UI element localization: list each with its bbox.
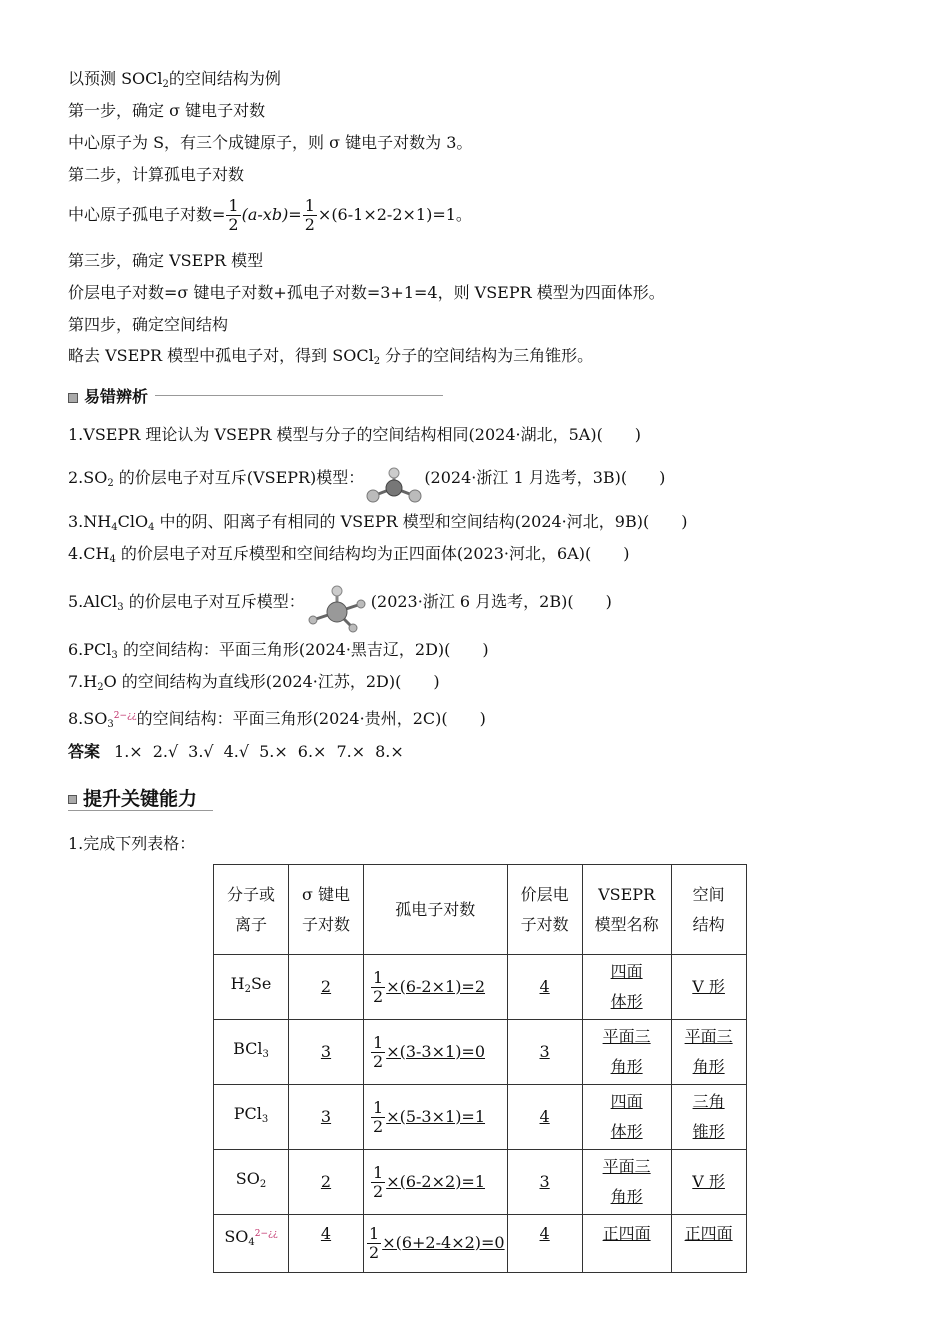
item-2	[68, 458, 665, 504]
section-heading-errors	[68, 384, 148, 407]
fraction-num: 1	[228, 196, 239, 215]
sigma-cell: 2	[289, 955, 364, 1020]
table-row	[214, 1085, 747, 1150]
item-5-c: (2023·浙江 6 月选考，2B)( )	[370, 592, 612, 611]
item-3-sub2: 4	[148, 522, 155, 533]
section-heading-skills	[68, 784, 197, 811]
lone-pair-cell: $\frac{1}{2}$ ×(6-2×1)=2	[364, 955, 508, 1020]
section-divider-2	[68, 810, 213, 811]
geometry-cell: 三角 锥形	[671, 1085, 746, 1150]
lone-pair-cell: $\frac{1}{2}$ ×(6-2×2)=1	[364, 1150, 508, 1215]
species-cell: $SO_4^{2-¿¿}$	[214, 1215, 289, 1273]
valence-pair-cell: 4	[507, 1215, 582, 1273]
vsepr-model-cell: 平面三 角形	[582, 1020, 671, 1085]
step1-heading: 第一步，确定 σ 键电子对数	[68, 101, 266, 120]
step3-heading: 第三步，确定 VSEPR 模型	[68, 251, 264, 270]
header-vsepr-model: VSEPR 模型名称	[582, 865, 671, 955]
table-row	[214, 1150, 747, 1215]
item-3-sub1: 4	[111, 522, 118, 533]
vsepr-model-cell: 正四面	[582, 1215, 671, 1273]
table-row	[214, 1020, 747, 1085]
so2-vsepr-model-image	[364, 466, 424, 504]
header-lone-pairs: 孤电子对数	[364, 865, 508, 955]
header-sigma: σ 键电 子对数	[289, 865, 364, 955]
species-cell: $H_2Se$	[214, 955, 289, 1020]
answer-8: 8.×	[375, 742, 404, 761]
sigma-cell: 4	[289, 1215, 364, 1273]
step3-text: 价层电子对数=σ 键电子对数+孤电子对数=3+1=4，则 VSEPR 模型为四面体形。	[68, 283, 665, 302]
item-2-sub: 2	[107, 478, 114, 489]
step2-heading: 第二步，计算孤电子对数	[68, 165, 245, 184]
valence-pair-cell: 4	[507, 1085, 582, 1150]
geometry-cell: 正四面	[671, 1215, 746, 1273]
valence-pair-cell: 3	[507, 1150, 582, 1215]
answer-2: 2.√	[152, 742, 179, 761]
fraction-num-2: 1	[304, 196, 315, 215]
fraction-half-2	[303, 197, 317, 234]
item-3-b: ClO	[117, 512, 149, 531]
item-6-a: 6.PCl	[68, 640, 112, 659]
section-square-icon-2	[68, 795, 77, 804]
section-divider	[155, 395, 443, 396]
vsepr-model-cell: 四面 体形	[582, 1085, 671, 1150]
section-square-icon	[68, 393, 78, 403]
item-2-a: 2.SO	[68, 468, 108, 487]
item-6-b: 的空间结构：平面三角形(2024·黑吉辽，2D)( )	[117, 640, 489, 659]
vsepr-model-cell: 四面 体形	[582, 955, 671, 1020]
step4-post: 分子的空间结构为三角锥形。	[380, 346, 594, 365]
item-8-a: 8.SO	[68, 709, 108, 728]
step4-pre: 略去 VSEPR 模型中孤电子对，得到 SOCl	[68, 346, 374, 365]
fraction-half	[226, 197, 240, 234]
item-8-sup: 2−¿¿	[113, 711, 137, 721]
step2-mid: (a-xb)=	[241, 205, 302, 224]
species-cell: PCl$_3$	[214, 1085, 289, 1150]
item-8-sub: 3	[107, 719, 114, 730]
step1-text: 中心原子为 S，有三个成键原子，则 σ 键电子对数为 3。	[68, 133, 473, 152]
item-8	[68, 705, 486, 736]
valence-pair-cell: 4	[507, 955, 582, 1020]
species-cell: $SO_2$	[214, 1150, 289, 1215]
item-4	[68, 543, 629, 571]
item-7	[68, 671, 440, 699]
example-title-pre: 以预测 SOCl	[68, 69, 163, 88]
item-5	[68, 574, 612, 636]
step2-pre: 中心原子孤电子对数=	[68, 205, 226, 224]
answer-5: 5.×	[259, 742, 288, 761]
sigma-cell: 3	[289, 1020, 364, 1085]
step2-formula	[68, 195, 472, 235]
vsepr-model-cell: 平面三 角形	[582, 1150, 671, 1215]
item-3	[68, 511, 687, 539]
item-4-b: 的价层电子对互斥模型和空间结构均为正四面体(2023·河北，6A)( )	[115, 544, 630, 563]
item-6-sub: 3	[111, 650, 118, 661]
section-title-skills: 提升关键能力	[83, 788, 198, 810]
valence-pair-cell: 3	[507, 1020, 582, 1085]
example-title-post: 的空间结构为例	[168, 69, 281, 88]
item-2-c: (2024·浙江 1 月选考，3B)( )	[424, 468, 666, 487]
item-7-a: 7.H	[68, 672, 98, 691]
item-6	[68, 639, 489, 667]
lone-pair-cell: $\frac{1}{2}$ ×(6+2-4×2)=0	[364, 1215, 508, 1273]
lone-pair-cell: $\frac{1}{2}$ ×(3-3×1)=0	[364, 1020, 508, 1085]
answer-3: 3.√	[188, 742, 214, 761]
header-species: 分子或 离子	[214, 865, 289, 955]
sigma-cell: 3	[289, 1085, 364, 1150]
item-4-a: 4.CH	[68, 544, 110, 563]
geometry-cell: V 形	[671, 1150, 746, 1215]
example-title	[68, 68, 281, 96]
species-cell: BCl$_3$	[214, 1020, 289, 1085]
item-3-c: 中的阴、阳离子有相同的 VSEPR 模型和空间结构(2024·河北，9B)( )	[154, 512, 688, 531]
header-valence-pairs: 价层电 子对数	[507, 865, 582, 955]
fraction-den: 2	[228, 215, 239, 234]
step2-post: ×(6-1×2-2×1)=1。	[317, 205, 472, 224]
step4-heading: 第四步，确定空间结构	[68, 315, 229, 334]
table-row	[214, 955, 747, 1020]
answer-1: 1.×	[114, 742, 143, 761]
vsepr-table	[213, 864, 747, 1273]
geometry-cell: V 形	[671, 955, 746, 1020]
sigma-cell: 2	[289, 1150, 364, 1215]
task-text: 1.完成下列表格：	[68, 834, 196, 853]
step4-sub: 2	[373, 356, 381, 367]
geometry-cell: 平面三 角形	[671, 1020, 746, 1085]
answer-7: 7.×	[336, 742, 366, 761]
table-header-row	[214, 865, 747, 955]
item-7-b: O 的空间结构为直线形(2024·江苏，2D)( )	[103, 672, 440, 691]
answer-6: 6.×	[297, 742, 327, 761]
lone-pair-cell: $\frac{1}{2}$ ×(5-3×1)=1	[364, 1085, 508, 1150]
item-5-a: 5.AlCl	[68, 592, 118, 611]
answer-4: 4.√	[223, 742, 250, 761]
step4-text	[68, 345, 593, 373]
item-5-sub: 3	[117, 602, 124, 613]
item-8-b: 的空间结构：平面三角形(2024·贵州，2C)( )	[136, 709, 486, 728]
answers-label: 答案	[68, 742, 101, 761]
section-title-errors: 易错辨析	[84, 387, 149, 406]
item-4-sub: 4	[109, 554, 116, 565]
alcl3-vsepr-model-image	[305, 584, 371, 636]
item-5-b: 的价层电子对互斥模型：	[123, 592, 305, 611]
header-geometry: 空间 结构	[671, 865, 746, 955]
item-3-a: 3.NH	[68, 512, 112, 531]
item-1: 1.VSEPR 理论认为 VSEPR 模型与分子的空间结构相同(2024·湖北，5A)( )	[68, 425, 642, 444]
fraction-den-2: 2	[304, 215, 315, 234]
example-title-sub: 2	[162, 79, 169, 90]
table-row	[214, 1215, 747, 1273]
answers-line	[68, 741, 414, 763]
item-2-b: 的价层电子对互斥(VSEPR)模型：	[113, 468, 365, 487]
item-7-sub: 2	[97, 682, 104, 693]
